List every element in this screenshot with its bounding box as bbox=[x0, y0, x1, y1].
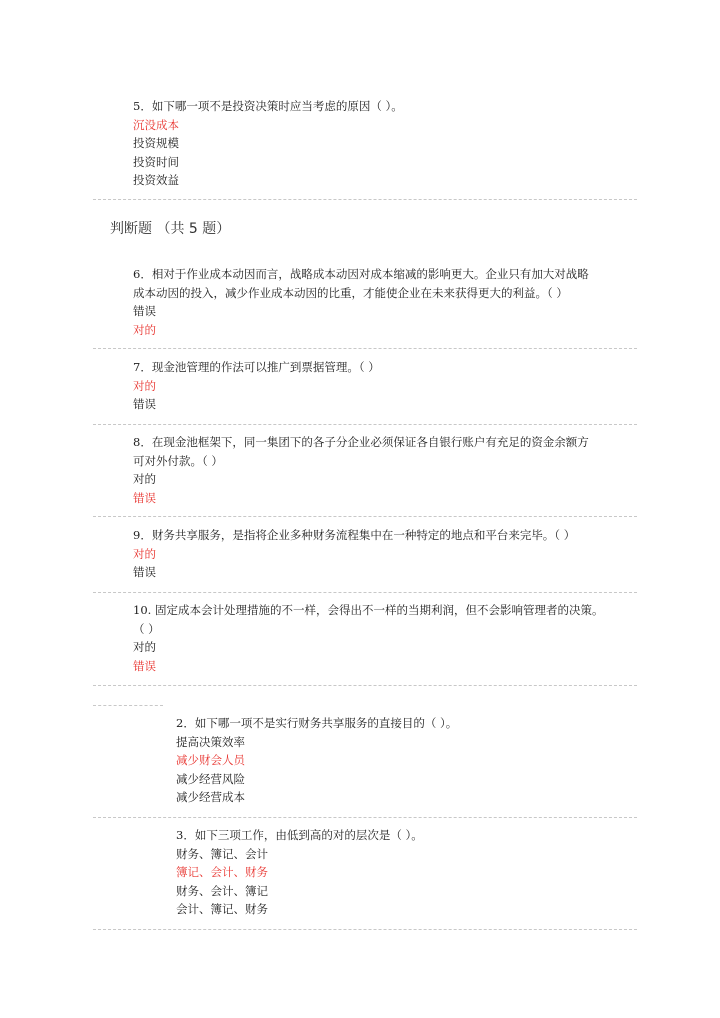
option-a: 对的 bbox=[133, 472, 156, 486]
option-c: 投资时间 bbox=[133, 154, 179, 169]
option-b: 投资规模 bbox=[133, 136, 179, 150]
option-a: 财务、簿记、会计 bbox=[176, 846, 268, 861]
option-b: 减少财会人员 bbox=[176, 753, 245, 767]
divider bbox=[93, 929, 637, 930]
option-a: 沉没成本 bbox=[133, 117, 179, 132]
question-text: 7．现金池管理的作法可以推广到票据管理。（ ） bbox=[133, 360, 380, 374]
divider bbox=[93, 348, 637, 349]
question-6 bbox=[133, 265, 589, 339]
divider bbox=[93, 685, 637, 686]
option-c: 减少经营风险 bbox=[176, 771, 245, 786]
option-c: 财务、会计、簿记 bbox=[176, 883, 268, 898]
option-b: 簿记、会计、财务 bbox=[176, 865, 268, 879]
question-text: 5．如下哪一项不是投资决策时应当考虑的原因（ ）。 bbox=[133, 99, 403, 113]
option-d: 投资效益 bbox=[133, 173, 179, 187]
divider bbox=[93, 817, 637, 818]
question-text: 3．如下三项工作，由低到高的对的层次是（ ）。 bbox=[176, 828, 423, 842]
question-7 bbox=[133, 358, 380, 414]
option-a: 提高决策效率 bbox=[176, 734, 245, 749]
divider-short bbox=[93, 705, 163, 706]
question-text-line1: 10. 固定成本会计处理措施的不一样，会得出不一样的当期利润，但不会影响管理者的决策。 bbox=[133, 603, 604, 617]
question-text-line1: 8．在现金池框架下，同一集团下的各子分企业必须保证各自银行账户有充足的资金余额方 bbox=[133, 435, 589, 449]
option-a: 错误 bbox=[133, 304, 156, 318]
question-8 bbox=[133, 433, 589, 507]
divider bbox=[93, 516, 637, 517]
divider bbox=[93, 199, 637, 200]
divider bbox=[93, 592, 637, 593]
option-b: 错误 bbox=[133, 565, 156, 579]
section-title: 判断题 （共 5 题） bbox=[110, 221, 231, 237]
question-9 bbox=[133, 526, 575, 582]
question-text-line1: 6．相对于作业成本动因而言，战略成本动因对成本缩减的影响更大。企业只有加大对战略 bbox=[133, 267, 589, 281]
question-2 bbox=[176, 714, 457, 807]
question-10 bbox=[133, 601, 603, 675]
option-b: 错误 bbox=[133, 397, 156, 411]
option-b: 错误 bbox=[133, 658, 156, 673]
option-b: 对的 bbox=[133, 322, 156, 337]
option-a: 对的 bbox=[133, 546, 156, 561]
question-text: 9．财务共享服务，是指将企业多种财务流程集中在一种特定的地点和平台来完毕。（ ） bbox=[133, 528, 576, 542]
option-d: 减少经营成本 bbox=[176, 790, 245, 804]
option-a: 对的 bbox=[133, 378, 156, 393]
question-text-line2: 成本动因的投入，减少作业成本动因的比重，才能使企业在未来获得更大的利益。（ ） bbox=[133, 285, 568, 300]
option-d: 会计、簿记、财务 bbox=[176, 902, 268, 916]
question-3 bbox=[176, 826, 423, 919]
question-text-line2: 可对外付款。（ ） bbox=[133, 453, 223, 468]
question-text: 2．如下哪一项不是实行财务共享服务的直接目的（ ）。 bbox=[176, 716, 458, 730]
option-a: 对的 bbox=[133, 640, 156, 654]
question-5 bbox=[133, 97, 403, 190]
divider bbox=[93, 424, 637, 425]
question-text-line2: （ ） bbox=[133, 621, 160, 636]
option-b: 错误 bbox=[133, 490, 156, 505]
